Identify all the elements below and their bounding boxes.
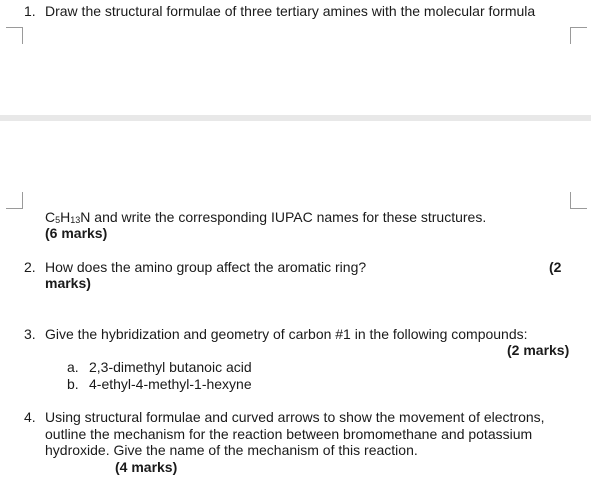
question-2-marks-part1: (2 bbox=[549, 259, 562, 275]
question-4-marks: (4 marks) bbox=[115, 459, 178, 475]
crop-mark-top-left bbox=[6, 27, 23, 44]
question-2-marks-part2: marks) bbox=[45, 275, 91, 291]
crop-mark-top-right bbox=[570, 27, 587, 44]
formula-c-sub: 5 bbox=[55, 215, 61, 225]
question-3-number: 3. bbox=[24, 326, 36, 342]
formula-h-sub: 13 bbox=[70, 215, 81, 225]
question-1-text-line1: Draw the structural formulae of three tertiary amines with the molecular formula bbox=[45, 3, 536, 19]
question-1-marks: (6 marks) bbox=[45, 225, 108, 241]
question-2-number: 2. bbox=[24, 259, 36, 275]
question-3-item-a-text: 2,3-dimethyl butanoic acid bbox=[89, 359, 252, 375]
formula-h: H bbox=[60, 209, 71, 225]
formula-n: N bbox=[80, 209, 91, 225]
page-break-separator bbox=[0, 115, 591, 121]
question-3-item-b-text: 4-ethyl-4-methyl-1-hexyne bbox=[89, 376, 252, 392]
question-4-text-line3: hydroxide. Give the name of the mechanism of this reaction. bbox=[45, 442, 418, 458]
question-4-number: 4. bbox=[24, 409, 36, 425]
crop-mark-bottom-left bbox=[6, 192, 23, 209]
question-1-continuation: and write the corresponding IUPAC names for these structures. bbox=[90, 209, 487, 225]
question-1-text-line2 bbox=[45, 209, 486, 227]
formula-c: C bbox=[45, 209, 56, 225]
question-3-item-a-letter: a. bbox=[67, 359, 79, 375]
question-1-number: 1. bbox=[24, 3, 36, 19]
question-3-text: Give the hybridization and geometry of carbon #1 in the following compounds: bbox=[45, 326, 528, 342]
question-2-text: How does the amino group affect the aromatic ring? bbox=[45, 259, 367, 275]
question-3-item-b-letter: b. bbox=[67, 376, 79, 392]
question-4-text-line1: Using structural formulae and curved arrows to show the movement of electrons, bbox=[45, 409, 545, 425]
question-3-marks: (2 marks) bbox=[507, 342, 570, 358]
crop-mark-bottom-right bbox=[570, 192, 587, 209]
question-4-text-line2: outline the mechanism for the reaction between bromomethane and potassium bbox=[45, 426, 533, 442]
